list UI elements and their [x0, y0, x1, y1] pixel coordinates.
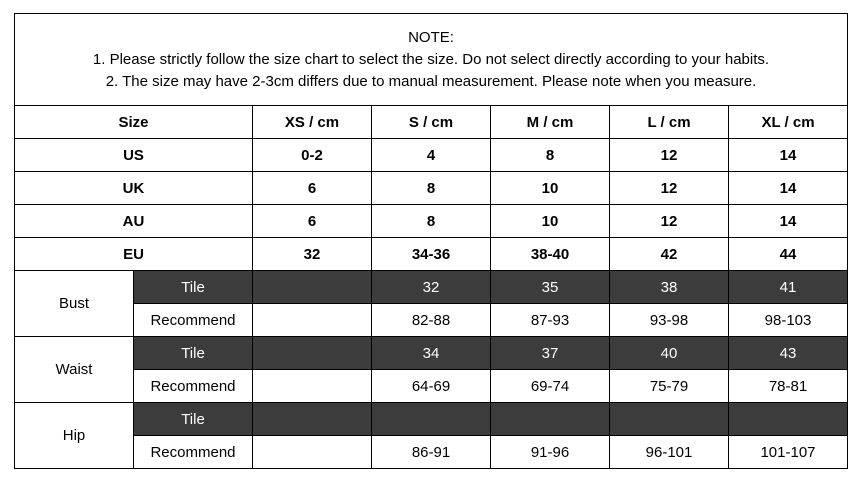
- size-row-eu: [15, 238, 848, 271]
- size-cell: 32: [253, 238, 372, 271]
- size-cell: 14: [729, 205, 848, 238]
- column-header-xl: XL / cm: [729, 106, 848, 139]
- size-cell: 44: [729, 238, 848, 271]
- recommend-cell: 69-74: [491, 370, 610, 403]
- size-row-au: [15, 205, 848, 238]
- recommend-cell: 98-103: [729, 304, 848, 337]
- tile-cell: 34: [372, 337, 491, 370]
- size-cell: 12: [610, 205, 729, 238]
- tile-label: Tile: [134, 271, 253, 304]
- hip-recommend-row: [15, 436, 848, 469]
- recommend-label: Recommend: [134, 436, 253, 469]
- tile-cell: [372, 403, 491, 436]
- column-header-m: M / cm: [491, 106, 610, 139]
- bust-tile-row: [15, 271, 848, 304]
- recommend-cell: 87-93: [491, 304, 610, 337]
- tile-cell: 43: [729, 337, 848, 370]
- tile-cell: 38: [610, 271, 729, 304]
- waist-label: Waist: [15, 337, 134, 403]
- recommend-cell: 101-107: [729, 436, 848, 469]
- size-cell: 42: [610, 238, 729, 271]
- tile-label: Tile: [134, 403, 253, 436]
- tile-cell: 35: [491, 271, 610, 304]
- size-cell: 6: [253, 172, 372, 205]
- size-cell: 12: [610, 172, 729, 205]
- note-title: NOTE:: [408, 28, 454, 46]
- column-header-xs: XS / cm: [253, 106, 372, 139]
- size-cell: 8: [491, 139, 610, 172]
- hip-label: Hip: [15, 403, 134, 469]
- size-cell: 8: [372, 172, 491, 205]
- tile-cell: 40: [610, 337, 729, 370]
- tile-cell: 41: [729, 271, 848, 304]
- size-row-label: AU: [15, 205, 253, 238]
- bust-recommend-row: [15, 304, 848, 337]
- size-cell: 10: [491, 172, 610, 205]
- column-header-l: L / cm: [610, 106, 729, 139]
- size-row-us: [15, 139, 848, 172]
- tile-cell: 32: [372, 271, 491, 304]
- size-cell: 10: [491, 205, 610, 238]
- tile-cell: [253, 403, 372, 436]
- size-cell: 34-36: [372, 238, 491, 271]
- tile-cell: [253, 337, 372, 370]
- size-chart-table: [14, 13, 848, 469]
- recommend-cell: [253, 370, 372, 403]
- size-cell: 4: [372, 139, 491, 172]
- size-row-uk: [15, 172, 848, 205]
- tile-label: Tile: [134, 337, 253, 370]
- waist-tile-row: [15, 337, 848, 370]
- size-cell: 14: [729, 172, 848, 205]
- recommend-cell: 82-88: [372, 304, 491, 337]
- size-cell: 12: [610, 139, 729, 172]
- header-row: [15, 106, 848, 139]
- tile-cell: [491, 403, 610, 436]
- size-chart: [14, 13, 847, 469]
- recommend-cell: 86-91: [372, 436, 491, 469]
- size-cell: 8: [372, 205, 491, 238]
- recommend-cell: 75-79: [610, 370, 729, 403]
- hip-tile-row: [15, 403, 848, 436]
- note-line-2: 2. The size may have 2-3cm differs due to manual measurement. Please note when you measure.: [105, 72, 757, 90]
- bust-label: Bust: [15, 271, 134, 337]
- note-line-1: 1. Please strictly follow the size chart to select the size. Do not select directly according to your habits.: [92, 50, 770, 68]
- recommend-cell: 91-96: [491, 436, 610, 469]
- recommend-cell: 64-69: [372, 370, 491, 403]
- size-header: Size: [15, 106, 253, 139]
- tile-cell: [729, 403, 848, 436]
- size-cell: 38-40: [491, 238, 610, 271]
- recommend-cell: [253, 436, 372, 469]
- waist-recommend-row: [15, 370, 848, 403]
- size-cell: 0-2: [253, 139, 372, 172]
- recommend-label: Recommend: [134, 370, 253, 403]
- tile-cell: [610, 403, 729, 436]
- size-cell: 6: [253, 205, 372, 238]
- size-row-label: EU: [15, 238, 253, 271]
- recommend-cell: 93-98: [610, 304, 729, 337]
- size-row-label: UK: [15, 172, 253, 205]
- tile-cell: [253, 271, 372, 304]
- recommend-label: Recommend: [134, 304, 253, 337]
- tile-cell: 37: [491, 337, 610, 370]
- recommend-cell: 78-81: [729, 370, 848, 403]
- recommend-cell: 96-101: [610, 436, 729, 469]
- size-cell: 14: [729, 139, 848, 172]
- recommend-cell: [253, 304, 372, 337]
- size-row-label: US: [15, 139, 253, 172]
- note-cell: [15, 14, 848, 106]
- column-header-s: S / cm: [372, 106, 491, 139]
